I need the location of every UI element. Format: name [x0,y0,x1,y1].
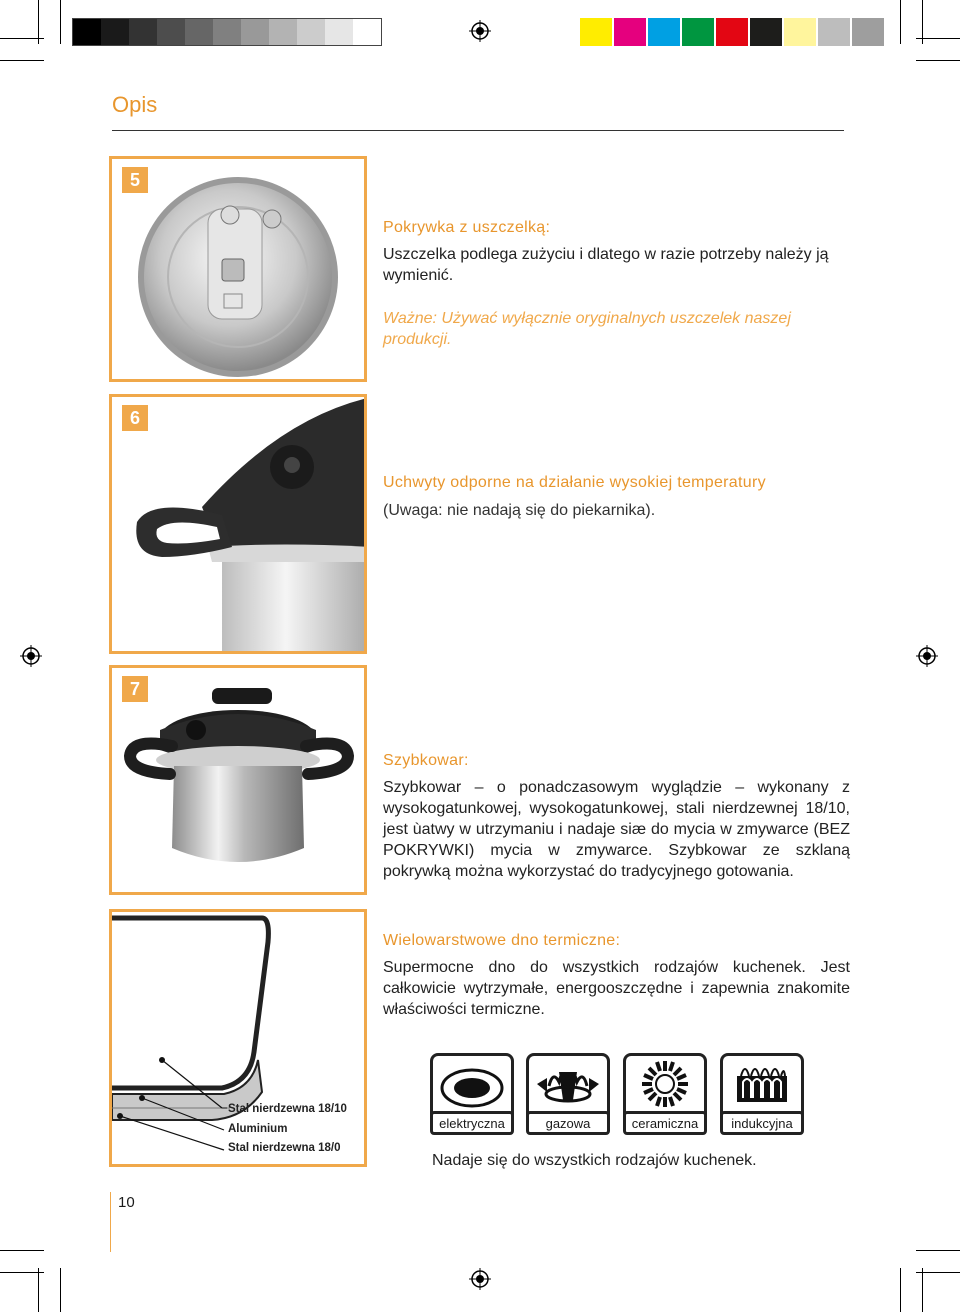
gray-swatch [185,19,213,45]
induction-coil-icon [723,1056,801,1112]
color-swatch [682,18,714,46]
stove-label: indukcyjna [720,1111,804,1135]
footer-margin-line [110,1192,111,1252]
gas-burner-icon [529,1056,607,1112]
ceramic-hob-icon [626,1056,704,1112]
lid-description: Uszczelka podlega zużyciu i dlatego w razie potrzeby należy ją wymienić. [383,246,829,284]
section-number-badge: 6 [122,405,148,431]
color-swatch [648,18,680,46]
gray-swatch [241,19,269,45]
handles-image-frame [109,394,367,654]
crop-mark [0,1250,44,1251]
crop-mark [60,1268,61,1312]
gray-swatch [213,19,241,45]
color-swatch [580,18,612,46]
gray-swatch [297,19,325,45]
registration-mark-icon [469,1268,491,1290]
stove-gas [526,1053,610,1135]
cooker-description: Szybkowar – o ponadczasowym wyglądzie – wykonany z wysokogatunkowej, wysokogatunkowej, stali nierdzewnej 18/10, jest ùatwy w utrzymaniu i nadaje siæ do mycia w zmywarce (BEZ POKRYWKI) mycia w zmywarce. Szybkowar ze szklaną pokrywką można wykorzystać do tradycyjnego gotowania. [383,779,850,880]
layer-label-steel-18-10: Stal nierdzewna 18/10 [228,1103,347,1115]
handles-heading: Uchwyty odporne na działanie wysokiej temperatury [383,474,766,491]
gray-swatch [353,19,381,45]
cooker-handle-illustration [112,397,364,651]
stove-ceramic [623,1053,707,1135]
title-divider [112,130,844,131]
gray-swatch [269,19,297,45]
color-swatch [614,18,646,46]
gray-swatch [325,19,353,45]
pressure-cooker-illustration [112,668,364,892]
base-heading: Wielowarstwowe dno termiczne: [383,932,621,949]
gray-swatch [101,19,129,45]
color-swatch [852,18,884,46]
gray-swatch [157,19,185,45]
stove-label: elektryczna [430,1111,514,1135]
registration-mark-icon [469,20,491,42]
grayscale-color-bar [72,18,382,46]
section-number-badge: 5 [122,167,148,193]
crop-mark [60,0,61,44]
gray-swatch [129,19,157,45]
lid-important-note: Ważne: Używać wyłącznie oryginalnych uszczelek naszej produkcji. [383,310,791,348]
stoves-caption: Nadaje się do wszystkich rodzajów kuchenek. [432,1152,757,1169]
stove-label: gazowa [526,1111,610,1135]
crop-mark [0,60,44,61]
registration-mark-icon [916,645,938,667]
layer-label-aluminium: Aluminium [228,1123,288,1135]
color-swatch [784,18,816,46]
section-number-badge: 7 [122,676,148,702]
page-number: 10 [118,1194,135,1211]
color-swatch [818,18,850,46]
crop-mark [900,1268,901,1312]
crop-mark [38,1268,39,1312]
cooker-heading: Szybkowar: [383,752,469,769]
crop-mark [916,1250,960,1251]
layer-label-steel-18-0: Stal nierdzewna 18/0 [228,1142,341,1154]
crop-mark [38,0,39,44]
registration-mark-icon [20,645,42,667]
process-color-bar [580,18,886,46]
color-swatch [750,18,782,46]
color-swatch [716,18,748,46]
base-description: Supermocne dno do wszystkich rodzajów kuchenek. Jest całkowicie wytrzymałe, energooszczędne i zapewnia znakomite właściwości termiczne. [383,959,850,1018]
stove-electric [430,1053,514,1135]
page-title: Opis [112,92,158,117]
lid-image-frame [109,156,367,382]
stove-induction [720,1053,804,1135]
stove-label: ceramiczna [623,1111,707,1135]
crop-mark [916,60,960,61]
crop-mark [922,0,923,44]
electric-hob-icon [433,1056,511,1112]
handles-description: (Uwaga: nie nadają się do piekarnika). [383,502,656,519]
pressure-lid-illustration [112,159,364,379]
lid-heading: Pokrywka z uszczelką: [383,219,551,236]
gray-swatch [73,19,101,45]
crop-mark [900,0,901,44]
cooker-image-frame [109,665,367,895]
crop-mark [922,1268,923,1312]
